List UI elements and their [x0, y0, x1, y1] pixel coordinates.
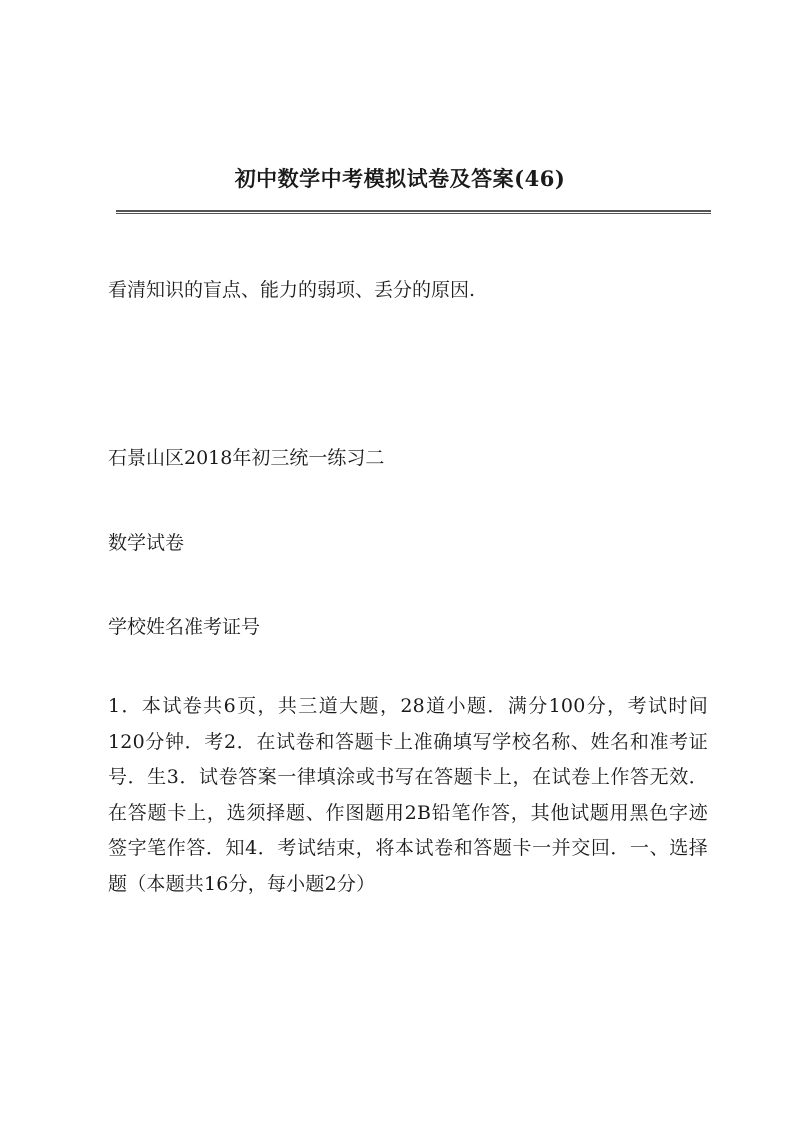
student-info-fields: 学校姓名准考证号: [108, 616, 261, 638]
exam-instructions: 1．本试卷共6页，共三道大题，28道小题．满分100分，考试时间120分钟．考2．在试卷和答题卡上准确填写学校名称、姓名和准考证号．生3．试卷答案一律填涂或书写在答题卡上，在试卷上作答无效．在答题卡上，选须择题、作图题用2B铅笔作答，其他试题用黑色字迹签字笔作答．知4．考试结束，将本试卷和答题卡一并交回．一、选择题（本题共16分，每小题2分）: [108, 695, 708, 895]
intro-text: 看清知识的盲点、能力的弱项、丢分的原因.: [108, 279, 476, 301]
exam-name: 石景山区2018年初三统一练习二: [108, 447, 385, 469]
title-divider: [116, 210, 711, 214]
subject-heading: 数学试卷: [108, 532, 185, 554]
document-title: 初中数学中考模拟试卷及答案(46): [234, 166, 566, 191]
